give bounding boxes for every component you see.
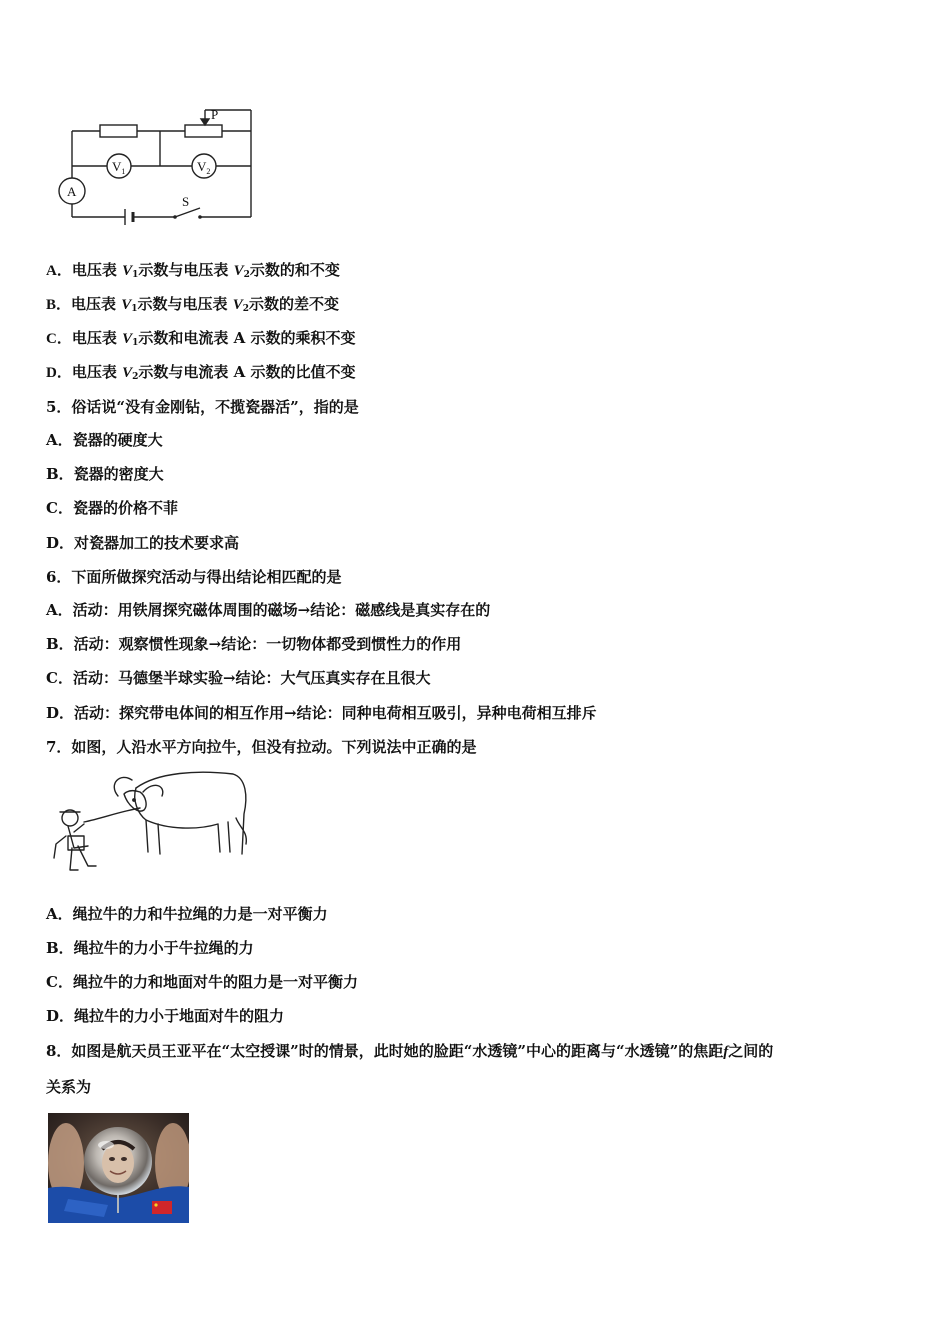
q7-option-b: B．绳拉牛的力小于牛拉绳的力 bbox=[46, 939, 254, 957]
q5-option-a: A．瓷器的硬度大 bbox=[46, 431, 163, 449]
q4-option-a: A．电压表 $V_1$示数与电压表 $V_2$示数的和不变 bbox=[46, 261, 340, 280]
q6-option-b: B．活动：观察惯性现象→结论：一切物体都受到惯性力的作用 bbox=[46, 635, 462, 653]
q7-option-d: D．绳拉牛的力小于地面对牛的阻力 bbox=[46, 1007, 285, 1025]
ammeter-label: A bbox=[67, 184, 77, 199]
q4-option-c: C．电压表 $V_1$示数和电流表 A 示数的乘积不变 bbox=[46, 329, 356, 348]
circuit-diagram bbox=[55, 105, 260, 225]
q7-option-a: A．绳拉牛的力和牛拉绳的力是一对平衡力 bbox=[46, 905, 328, 923]
switch-label: S bbox=[182, 194, 190, 209]
slider-label: P bbox=[211, 107, 219, 122]
voltmeter-v1-label: $V_1$ bbox=[112, 159, 126, 176]
q4-option-d: D．电压表 $V_2$示数与电流表 A 示数的比值不变 bbox=[46, 363, 356, 382]
q8-stem-line1: 8．如图是航天员王亚平在“太空授课”时的情景，此时她的脸距“水透镜”中心的距离与“水透镜”的焦距f之间的 bbox=[46, 1042, 774, 1060]
q7-option-c: C．绳拉牛的力和地面对牛的阻力是一对平衡力 bbox=[46, 973, 358, 991]
astronaut-water-lens-photo bbox=[48, 1113, 189, 1223]
q4-option-b: B．电压表 $V_1$示数与电压表 $V_2$示数的差不变 bbox=[46, 295, 340, 314]
q7-stem: 7．如图，人沿水平方向拉牛，但没有拉动。下列说法中正确的是 bbox=[46, 738, 477, 756]
q6-stem: 6．下面所做探究活动与得出结论相匹配的是 bbox=[46, 568, 342, 586]
q5-option-b: B．瓷器的密度大 bbox=[46, 465, 164, 483]
q5-option-c: C．瓷器的价格不菲 bbox=[46, 499, 178, 517]
q5-stem: 5．俗话说“没有金刚钻，不揽瓷器活”，指的是 bbox=[46, 398, 359, 416]
q5-option-d: D．对瓷器加工的技术要求高 bbox=[46, 534, 240, 552]
q6-option-a: A．活动：用铁屑探究磁体周围的磁场→结论：磁感线是真实存在的 bbox=[46, 601, 491, 619]
voltmeter-v2-label: $V_2$ bbox=[197, 159, 211, 176]
q8-stem-line2: 关系为 bbox=[46, 1078, 92, 1096]
q6-option-d: D．活动：探究带电体间的相互作用→结论：同种电荷相互吸引，异种电荷相互排斥 bbox=[46, 704, 597, 722]
q6-option-c: C．活动：马德堡半球实验→结论：大气压真实存在且很大 bbox=[46, 669, 431, 687]
man-pulling-ox-illustration bbox=[48, 766, 253, 878]
